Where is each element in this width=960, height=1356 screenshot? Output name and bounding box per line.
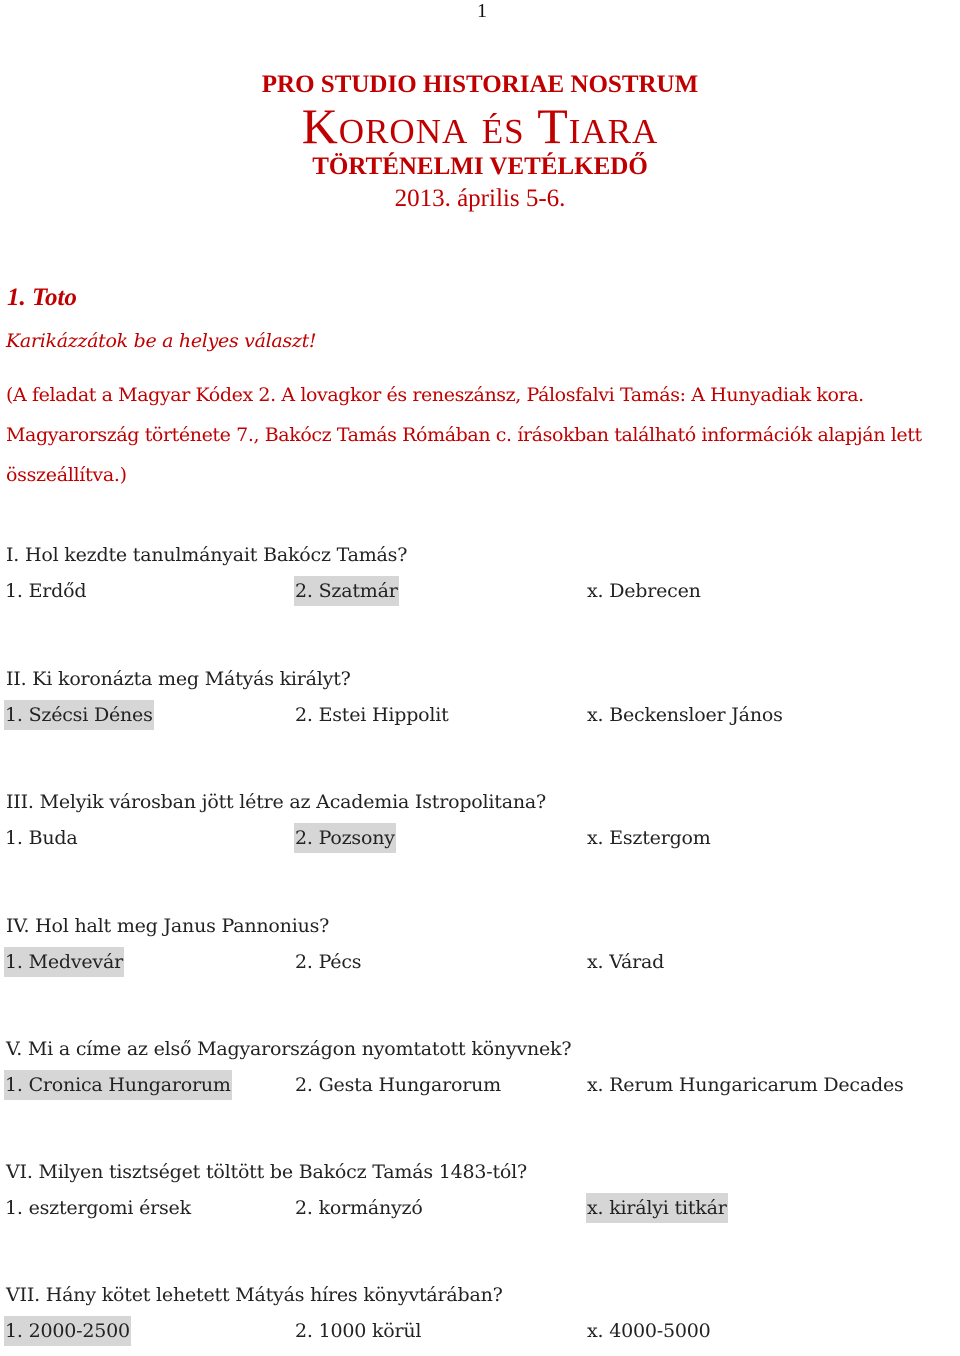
answer-option-2[interactable]: 2. Gesta Hungarorum xyxy=(295,1074,501,1096)
task-instruction: Karikázzátok be a helyes választ! xyxy=(6,330,317,352)
answer-option-2[interactable]: 2. Pozsony xyxy=(294,823,396,853)
answer-option-x[interactable]: x. Debrecen xyxy=(587,580,701,602)
answer-options xyxy=(6,947,956,987)
answer-options xyxy=(6,1070,956,1110)
answer-option-x[interactable]: x. Beckensloer János xyxy=(587,704,783,726)
answer-option-x[interactable]: x. királyi titkár xyxy=(586,1193,728,1223)
question-text: I. Hol kezdte tanulmányait Bakócz Tamás? xyxy=(6,544,408,566)
question-2 xyxy=(6,658,956,740)
answer-option-1[interactable]: 1. Cronica Hungarorum xyxy=(4,1070,232,1100)
note-line-1: (A feladat a Magyar Kódex 2. A lovagkor és reneszánsz, Pálosfalvi Tamás: A Hunyadiak kora. xyxy=(6,384,864,406)
competition-title: Korona és Tiara xyxy=(301,98,659,154)
answer-option-2[interactable]: 2. Pécs xyxy=(295,951,362,973)
question-text: II. Ki koronázta meg Mátyás királyt? xyxy=(6,668,351,690)
document-header xyxy=(0,70,960,216)
question-3 xyxy=(6,781,956,863)
answer-options xyxy=(6,823,956,863)
organization-title: PRO STUDIO HISTORIAE NOSTRUM xyxy=(261,71,699,98)
answer-option-x[interactable]: x. 4000-5000 xyxy=(587,1320,711,1342)
answer-options xyxy=(6,700,956,740)
answer-option-x[interactable]: x. Esztergom xyxy=(587,827,711,849)
answer-option-x[interactable]: x. Rerum Hungaricarum Decades xyxy=(587,1074,904,1096)
question-7 xyxy=(6,1274,956,1356)
question-4 xyxy=(6,905,956,987)
answer-option-1[interactable]: 1. Medvevár xyxy=(4,947,124,977)
answer-option-1[interactable]: 1. 2000-2500 xyxy=(4,1316,131,1346)
answer-option-1[interactable]: 1. Buda xyxy=(5,827,78,849)
question-text: IV. Hol halt meg Janus Pannonius? xyxy=(6,915,330,937)
question-5 xyxy=(6,1028,956,1110)
question-text: III. Melyik városban jött létre az Academia Istropolitana? xyxy=(6,791,547,813)
question-6 xyxy=(6,1151,956,1233)
answer-options xyxy=(6,1193,956,1233)
page-number: 1 xyxy=(477,0,487,22)
section-heading: 1. Toto xyxy=(7,284,77,311)
answer-options xyxy=(6,1316,956,1356)
answer-option-1[interactable]: 1. Erdőd xyxy=(5,580,87,602)
answer-option-x[interactable]: x. Várad xyxy=(587,951,665,973)
competition-date: 2013. április 5-6. xyxy=(394,185,566,212)
note-line-3: összeállítva.) xyxy=(6,464,127,486)
answer-option-1[interactable]: 1. esztergomi érsek xyxy=(5,1197,191,1219)
note-line-2: Magyarország története 7., Bakócz Tamás Rómában c. írásokban található információk alapján lett xyxy=(6,424,922,446)
answer-option-2[interactable]: 2. Szatmár xyxy=(294,576,399,606)
question-1 xyxy=(6,534,956,616)
answer-options xyxy=(6,576,956,616)
answer-option-2[interactable]: 2. kormányzó xyxy=(295,1197,423,1219)
answer-option-1[interactable]: 1. Szécsi Dénes xyxy=(4,700,154,730)
answer-option-2[interactable]: 2. Estei Hippolit xyxy=(295,704,449,726)
question-text: VII. Hány kötet lehetett Mátyás híres könyvtárában? xyxy=(6,1284,503,1306)
answer-option-2[interactable]: 2. 1000 körül xyxy=(295,1320,422,1342)
question-text: VI. Milyen tisztséget töltött be Bakócz Tamás 1483-tól? xyxy=(6,1161,528,1183)
question-text: V. Mi a címe az első Magyarországon nyomtatott könyvnek? xyxy=(6,1038,572,1060)
competition-subtitle: TÖRTÉNELMI VETÉLKEDŐ xyxy=(312,153,648,180)
